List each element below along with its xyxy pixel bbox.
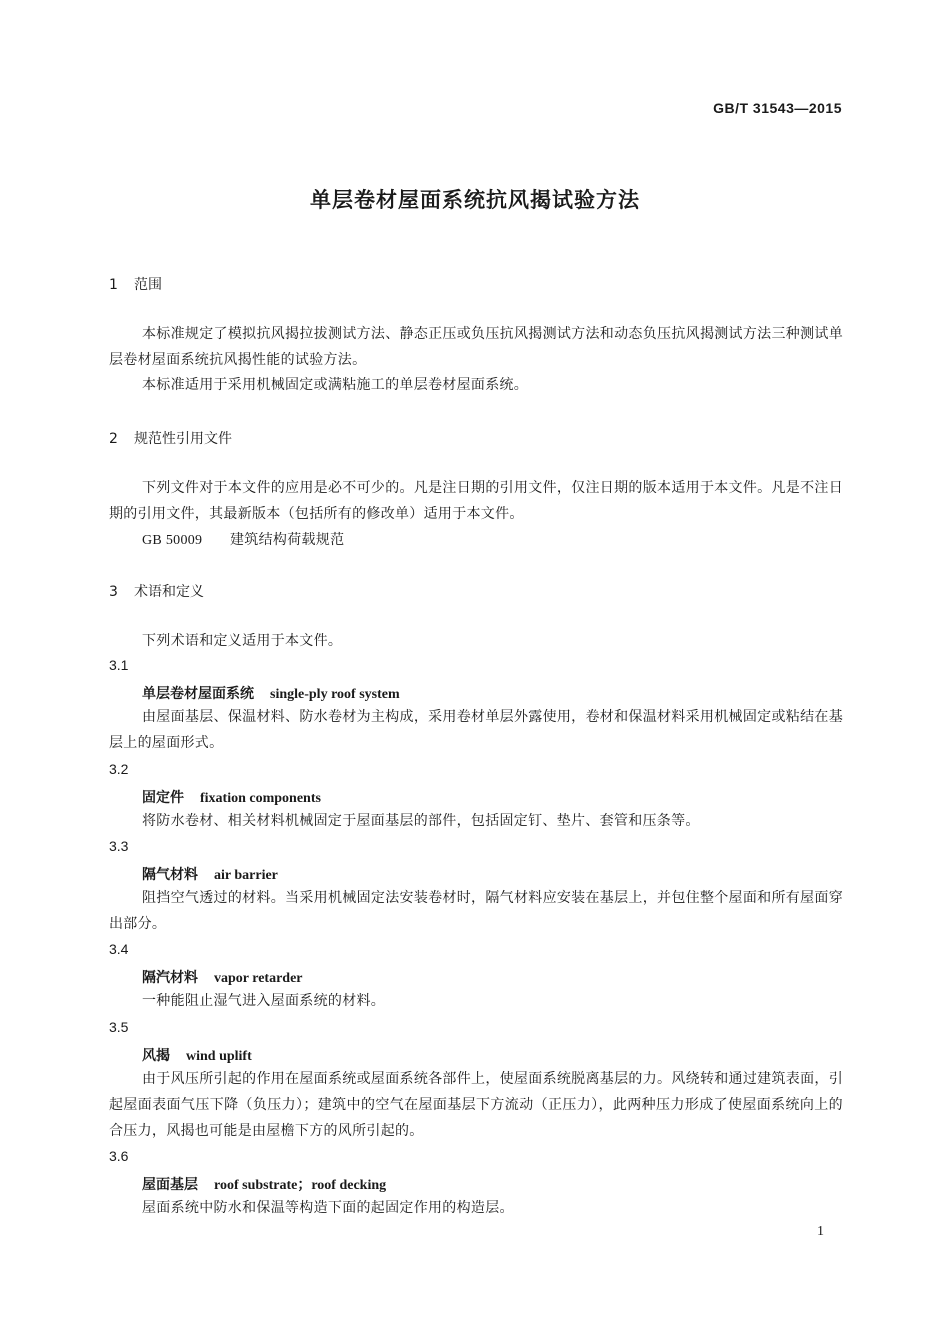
section-2-paragraph-1: 下列文件对于本文件的应用是必不可少的。凡是注日期的引用文件，仅注日期的版本适用于本文件。凡是不注日期的引用文件，其最新版本（包括所有的修改单）适用于本文件。 [109, 480, 843, 522]
term-definition: 屋面系统中防水和保温等构造下面的起固定作用的构造层。 [142, 1200, 514, 1216]
term-zh: 单层卷材屋面系统 [142, 686, 254, 702]
section-1-paragraph-1: 本标准规定了模拟抗风揭拉拔测试方法、静态正压或负压抗风揭测试方法和动态负压抗风揭测试方法三种测试单层卷材屋面系统抗风揭性能的试验方法。 [109, 326, 843, 368]
section-2-heading [109, 428, 232, 448]
term-definition: 由于风压所引起的作用在屋面系统或屋面系统各部件上，使屋面系统脱离基层的力。风绕转和通过建筑表面，引起屋面表面气压下降（负压力）；建筑中的空气在屋面基层下方流动（正压力），此两种压力形成了使屋面系统向上的合压力，风揭也可能是由屋檐下方的风所引起的。 [109, 1071, 843, 1139]
term-zh: 风揭 [142, 1048, 170, 1064]
section-3-intro: 下列术语和定义适用于本文件。 [142, 633, 343, 649]
term-heading [142, 1045, 252, 1065]
normative-reference [142, 529, 344, 549]
term-zh: 屋面基层 [142, 1177, 198, 1193]
term-heading [142, 967, 303, 987]
term-en: wind uplift [186, 1049, 252, 1064]
document-title: 单层卷材屋面系统抗风揭试验方法 [310, 188, 640, 212]
section-title: 规范性引用文件 [134, 431, 232, 447]
term-definition: 将防水卷材、相关材料机械固定于屋面基层的部件，包括固定钉、垫片、套管和压条等。 [142, 813, 700, 829]
term-number: 3.3 [109, 838, 129, 854]
section-1-paragraph-2: 本标准适用于采用机械固定或满粘施工的单层卷材屋面系统。 [142, 377, 529, 393]
section-title: 术语和定义 [134, 584, 204, 600]
section-number: 3 [109, 584, 118, 600]
term-heading [142, 1174, 386, 1194]
term-heading [142, 683, 400, 703]
page-number: 1 [817, 1224, 824, 1239]
term-number: 3.1 [109, 657, 129, 673]
term-zh: 固定件 [142, 790, 184, 806]
term-heading [142, 787, 321, 807]
reference-title: 建筑结构荷载规范 [230, 532, 345, 548]
term-definition: 一种能阻止湿气进入屋面系统的材料。 [142, 993, 386, 1009]
term-heading [142, 864, 278, 884]
term-definition: 由屋面基层、保温材料、防水卷材为主构成，采用卷材单层外露使用，卷材和保温材料采用机械固定或粘结在基层上的屋面形式。 [109, 709, 843, 751]
term-zh: 隔气材料 [142, 867, 198, 883]
term-number: 3.4 [109, 941, 129, 957]
section-title: 范围 [134, 277, 162, 293]
term-en: air barrier [214, 868, 278, 883]
section-number: 2 [109, 431, 118, 447]
term-number: 3.5 [109, 1019, 129, 1035]
section-1-heading [109, 274, 162, 294]
term-en: single-ply roof system [270, 687, 400, 702]
term-number: 3.2 [109, 761, 129, 777]
standard-code: GB/T 31543—2015 [713, 100, 842, 116]
term-number: 3.6 [109, 1148, 129, 1164]
reference-code: GB 50009 [142, 533, 203, 548]
term-en: vapor retarder [214, 971, 303, 986]
term-en: fixation components [200, 791, 321, 806]
term-en: roof substrate；roof decking [214, 1178, 387, 1193]
section-number: 1 [109, 277, 118, 293]
section-3-heading [109, 581, 204, 601]
term-zh: 隔汽材料 [142, 970, 198, 986]
term-definition: 阻挡空气透过的材料。当采用机械固定法安装卷材时，隔气材料应安装在基层上，并包住整个屋面和所有屋面穿出部分。 [109, 890, 843, 932]
